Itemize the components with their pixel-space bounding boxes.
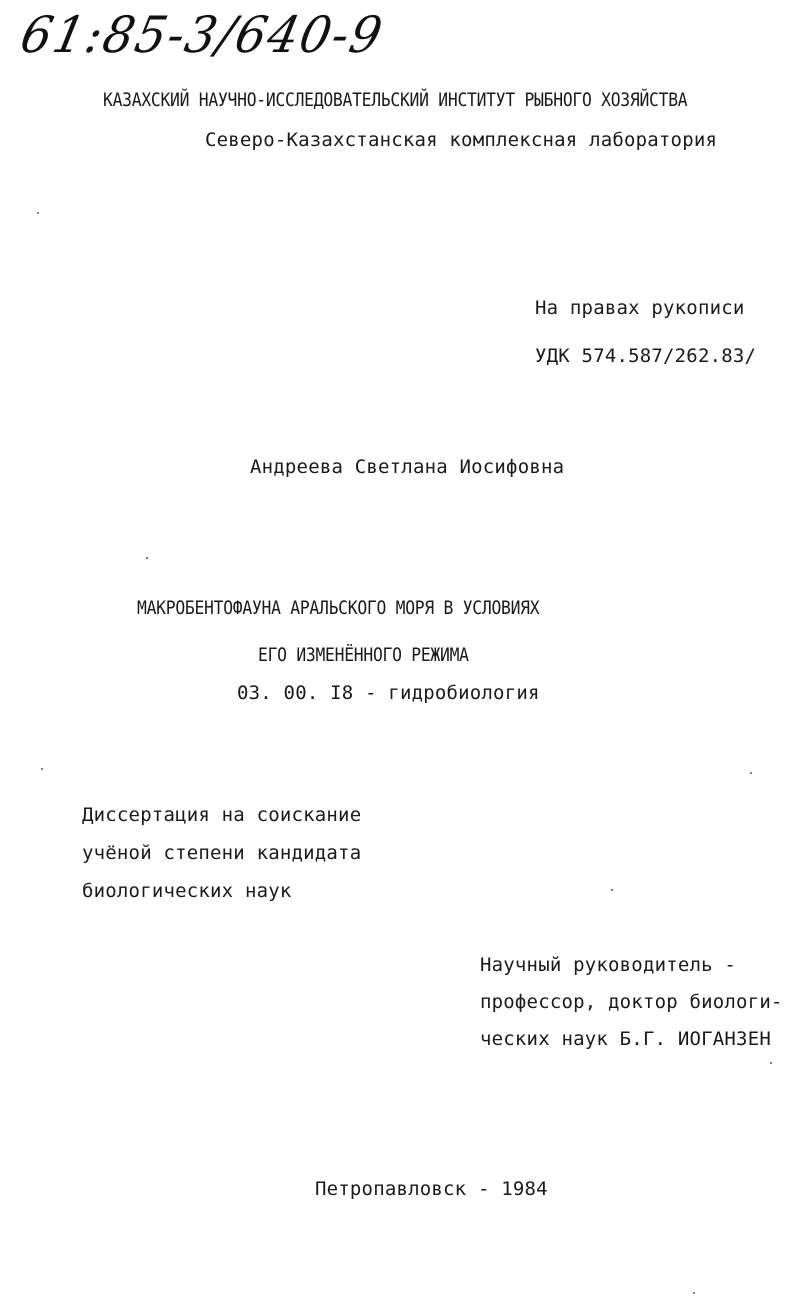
specialty-code: 03. 00. I8 - гидробиология bbox=[237, 682, 540, 704]
degree-line-3: биологических наук bbox=[82, 880, 292, 902]
author-name: Андреева Светлана Иосифовна bbox=[250, 456, 565, 478]
dissertation-title-line-2: ЕГО ИЗМЕНЁННОГО РЕЖИМА bbox=[258, 644, 469, 666]
scan-speck bbox=[146, 557, 148, 559]
scan-speck bbox=[693, 1292, 695, 1294]
udc-code: УДК 574.587/262.83/ bbox=[535, 345, 757, 367]
scan-speck bbox=[611, 889, 613, 891]
supervisor-line-3: ческих наук Б.Г. ИОГАНЗЕН bbox=[480, 1028, 771, 1050]
scan-speck bbox=[41, 768, 43, 770]
supervisor-line-1: Научный руководитель - bbox=[480, 954, 737, 976]
scan-speck bbox=[750, 772, 752, 774]
city-year: Петропавловск - 1984 bbox=[315, 1178, 548, 1200]
degree-line-2: учёной степени кандидата bbox=[82, 842, 362, 864]
dissertation-title-line-1: МАКРОБЕНТОФАУНА АРАЛЬСКОГО МОРЯ В УСЛОВИЯХ bbox=[137, 597, 540, 619]
scan-speck bbox=[770, 1062, 772, 1064]
institute-name: КАЗАХСКИЙ НАУЧНО-ИССЛЕДОВАТЕЛЬСКИЙ ИНСТИТУТ РЫБНОГО ХОЗЯЙСТВА bbox=[103, 89, 688, 111]
manuscript-rights-note: На правах рукописи bbox=[535, 297, 745, 319]
scan-speck bbox=[37, 212, 39, 214]
supervisor-line-2: профессор, доктор биологи- bbox=[480, 991, 783, 1013]
laboratory-name: Северо-Казахстанская комплексная лаборатория bbox=[205, 129, 718, 151]
degree-line-1: Диссертация на соискание bbox=[82, 804, 362, 826]
handwritten-archive-mark: 61:85-3/640-9 bbox=[15, 6, 389, 64]
